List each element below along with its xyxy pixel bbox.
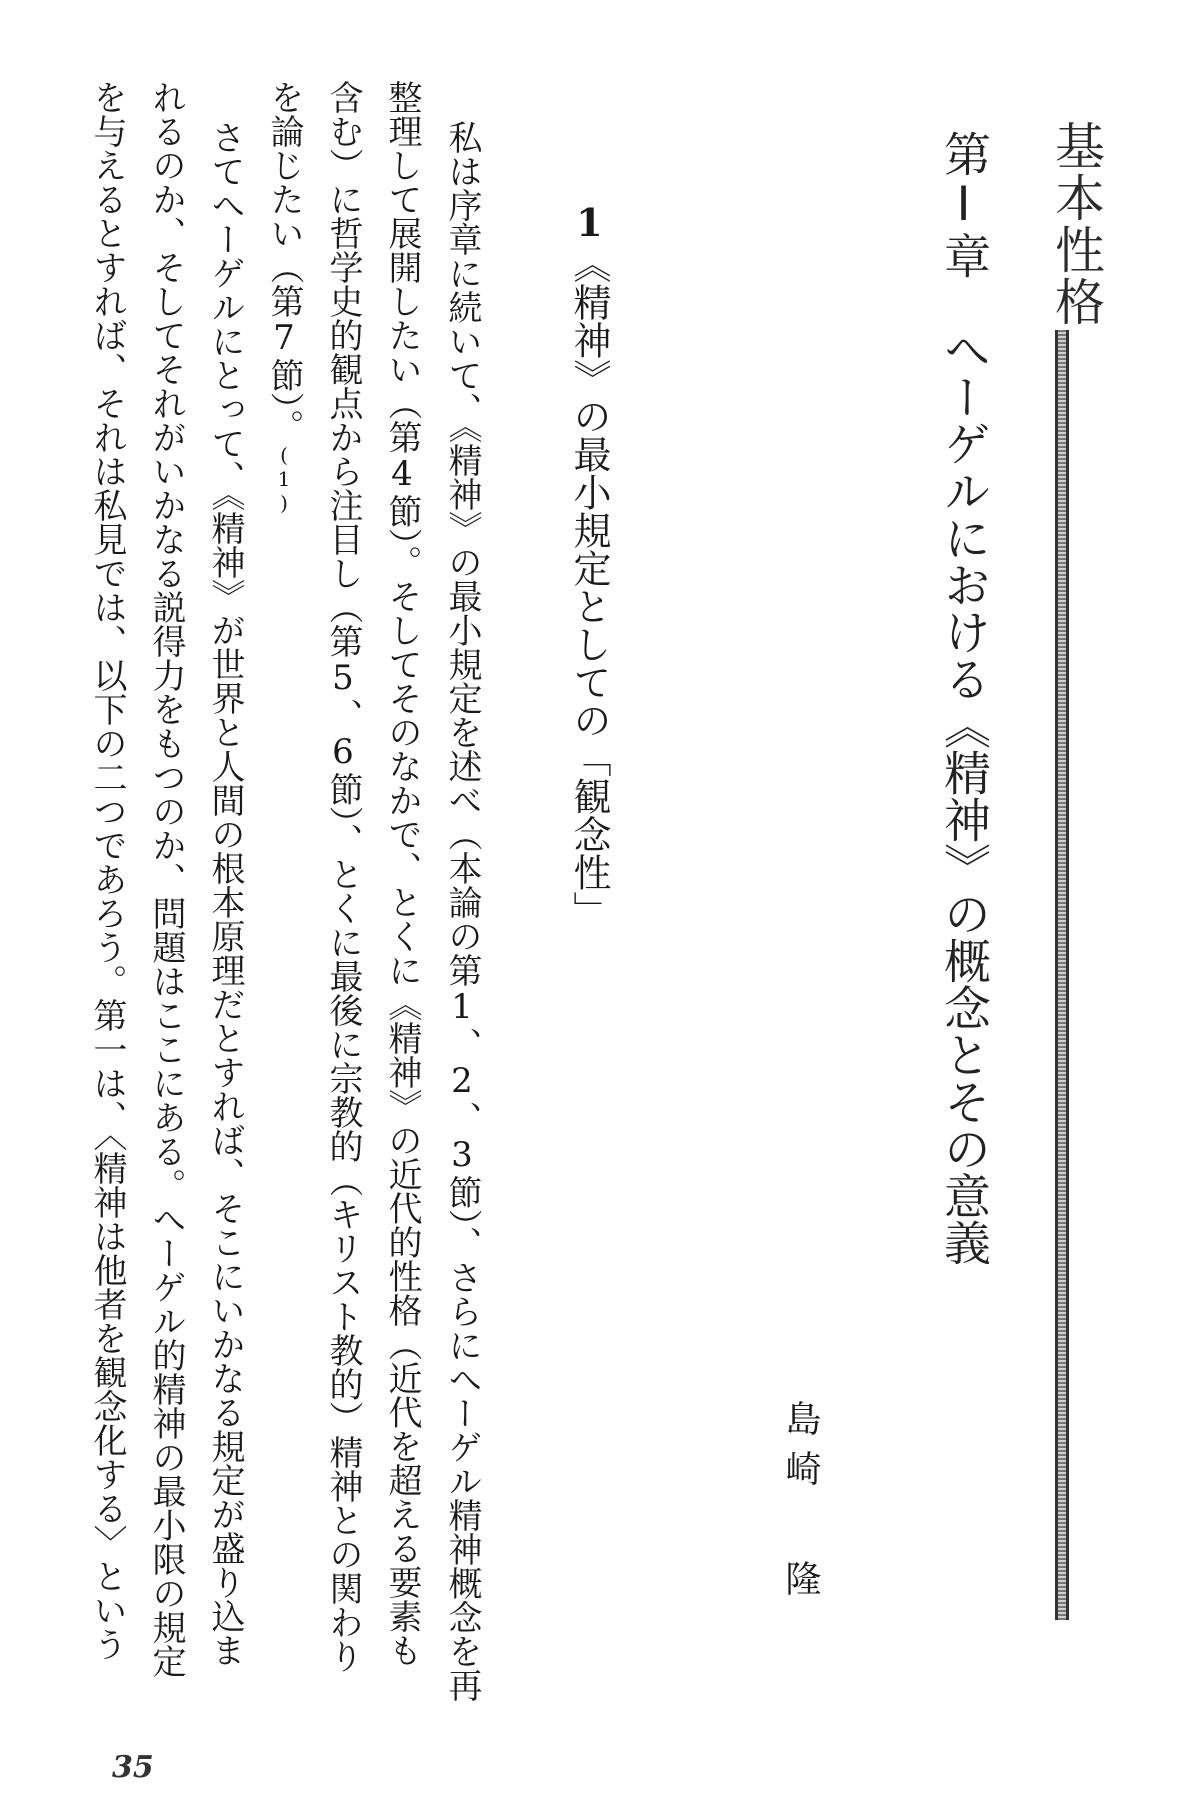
body-line: 私は序章に続いて、《精神》の最小規定を述べ（本論の第1、2、3節）、さらにへーゲル精神概念を再	[442, 120, 482, 1702]
chapter-title: 第Ⅰ章 へーゲルにおける《精神》の概念とその意義	[936, 130, 991, 1266]
body-line: れるのか、そしてそれがいかなる説得力をもつのか、問題はここにある。へーゲル的精神の最小限の規定	[146, 80, 186, 1678]
body-line	[264, 80, 304, 515]
vertical-double-rule	[1055, 330, 1069, 1620]
body-line: 含む）に哲学史的観点から注目し（第5、6節）、とくに最後に宗教的（キリスト教的）精神との関わり	[323, 80, 363, 1673]
section-title: 《精神》の最小規定としての「観念性」	[567, 245, 611, 929]
body-line-text: を論じたい（第7節）。	[264, 80, 304, 443]
section-number: 1	[567, 200, 612, 245]
footnote-marker: (1)	[272, 443, 296, 515]
body-line: さてへーゲルにとって、《精神》が世界と人間の根本原理だとすれば、そこにいかなる規定が盛り込ま	[205, 120, 245, 1667]
page-number: 35	[112, 1750, 154, 1785]
section-heading	[567, 200, 612, 929]
body-line: を与えるとすれば、それは私見では、以下の二つであろう。第一は、〈精神は他者を観念化する〉という	[87, 80, 127, 1661]
part-title: 基本性格	[1047, 120, 1105, 328]
author-given-name: 隆	[780, 1560, 821, 1596]
author-surname: 島崎	[780, 1400, 821, 1500]
body-line: 整理して展開したい（第4節）。そしてそのなかで、とくに《精神》の近代的性格（近代を超える要素も	[382, 80, 422, 1667]
